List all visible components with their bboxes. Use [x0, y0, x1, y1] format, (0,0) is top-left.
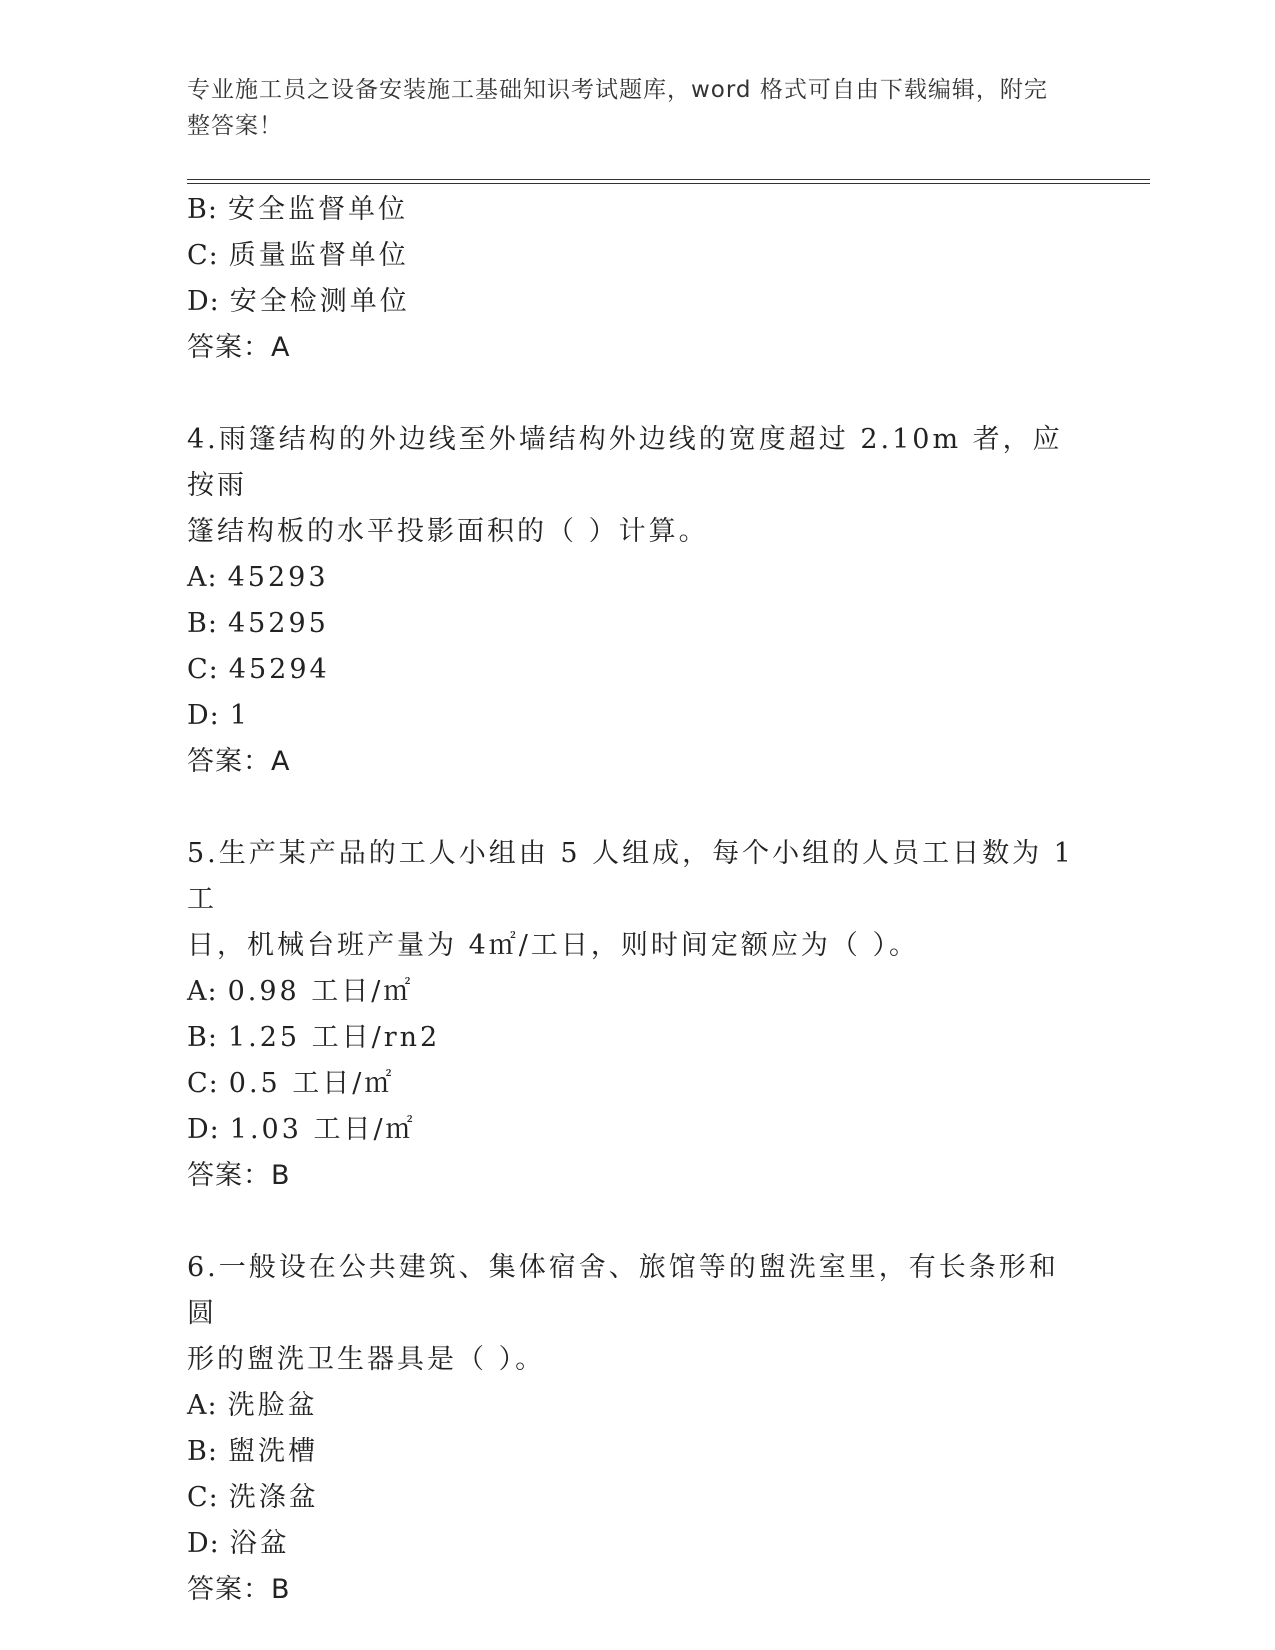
question-3-option-d: D: 安全检测单位 — [187, 286, 410, 317]
spacer — [187, 1199, 1087, 1245]
question-3 — [187, 187, 1087, 371]
question-5-option-b: B: 1.25 工日/rn2 — [187, 1022, 441, 1053]
question-4-option-c: C: 45294 — [187, 654, 330, 685]
question-6-stem: 6.一般设在公共建筑、集体宿舍、旅馆等的盥洗室里，有长条形和圆 形的盥洗卫生器具是（ ）。 — [187, 1252, 1059, 1375]
header-divider-top — [187, 179, 1150, 180]
header-divider-bottom — [187, 183, 1150, 184]
document-header — [187, 72, 1067, 144]
question-5 — [187, 831, 1087, 1199]
question-4-option-b: B: 45295 — [187, 608, 329, 639]
question-list — [187, 187, 1087, 1613]
question-5-option-d: D: 1.03 工日/㎡ — [187, 1114, 416, 1145]
spacer — [187, 371, 1087, 417]
question-5-option-a: A: 0.98 工日/㎡ — [187, 976, 414, 1007]
question-4 — [187, 417, 1087, 785]
question-5-answer: 答案：B — [187, 1160, 291, 1191]
question-3-option-b: B: 安全监督单位 — [187, 194, 408, 225]
question-4-option-a: A: 45293 — [187, 562, 329, 593]
header-line-1: 专业施工员之设备安装施工基础知识考试题库，word 格式可自由下载编辑，附完 — [187, 77, 1048, 103]
question-6-answer: 答案：B — [187, 1574, 291, 1605]
question-6-option-c: C: 洗涤盆 — [187, 1482, 319, 1513]
header-line-2: 整答案！ — [187, 113, 283, 139]
question-4-stem: 4.雨篷结构的外边线至外墙结构外边线的宽度超过 2.10m 者，应按雨 篷结构板的水平投影面积的（ ）计算。 — [187, 424, 1063, 547]
question-3-answer: 答案：A — [187, 332, 291, 363]
question-5-stem: 5.生产某产品的工人小组由 5 人组成，每个小组的人员工日数为 1 工 日，机械台班产量为 4㎡/工日，则时间定额应为（ ）。 — [187, 838, 1074, 961]
question-6-option-a: A: 洗脸盆 — [187, 1390, 318, 1421]
question-4-option-d: D: 1 — [187, 700, 250, 731]
question-6 — [187, 1245, 1087, 1613]
question-5-option-c: C: 0.5 工日/㎡ — [187, 1068, 395, 1099]
question-6-option-b: B: 盥洗槽 — [187, 1436, 318, 1467]
question-6-option-d: D: 浴盆 — [187, 1528, 290, 1559]
spacer — [187, 785, 1087, 831]
question-4-answer: 答案：A — [187, 746, 291, 777]
question-3-option-c: C: 质量监督单位 — [187, 240, 409, 271]
